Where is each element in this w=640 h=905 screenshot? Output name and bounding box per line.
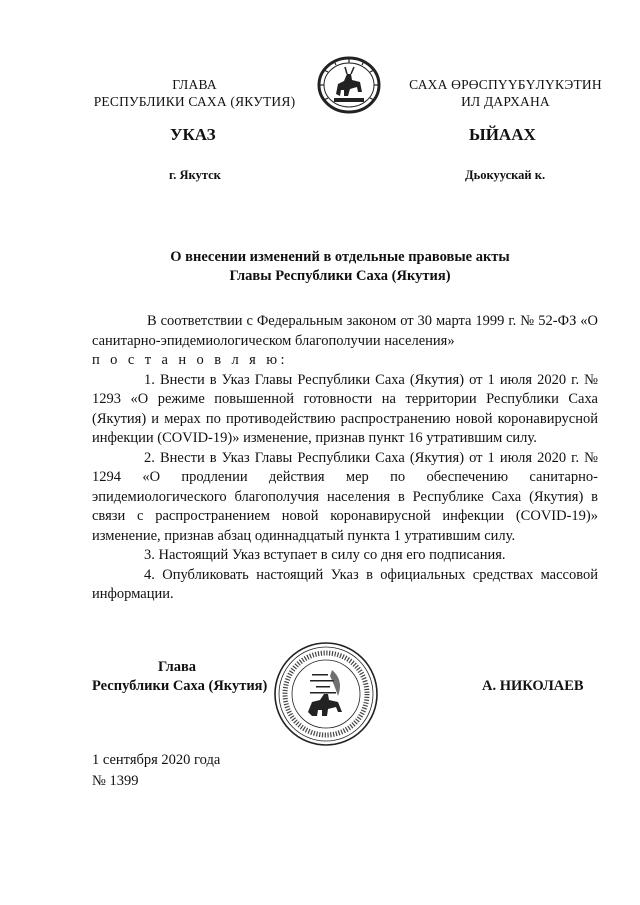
document-number: № 1399 xyxy=(92,773,139,789)
title-line1: О внесении изменений в отдельные правовые акты xyxy=(170,249,510,265)
signature-title-line2: Республики Саха (Якутия) xyxy=(92,678,268,694)
doc-type-ru: УКАЗ xyxy=(170,125,216,144)
title-line2: Главы Республики Саха (Якутия) xyxy=(229,268,451,284)
item-3: 3. Настоящий Указ вступает в силу со дня его подписания. xyxy=(144,547,506,563)
header-left xyxy=(82,76,307,110)
document-date: 1 сентября 2020 года xyxy=(92,752,221,768)
coat-of-arms-icon xyxy=(314,56,384,114)
official-seal-icon xyxy=(272,640,380,748)
document-title xyxy=(82,248,598,286)
header-right-line2: ИЛ ДАРХАНА xyxy=(461,94,550,109)
doc-type-sakha: ЫЙААХ xyxy=(469,125,536,144)
signature-title-line1: Глава xyxy=(158,659,197,675)
signatory-name: А. НИКОЛАЕВ xyxy=(482,678,584,694)
signature-title xyxy=(92,658,292,696)
header-right xyxy=(393,76,618,110)
item-1: 1. Внести в Указ Главы Республики Саха (Якутия) от 1 июля 2020 г. № 1293 «О режиме повышенной готовности на территории Республики Саха (Якутия) и мерах по противодействию распространению новой коронавирусной инфекции (COVID-19)» изменение, признав пункт 16 утратившим силу. xyxy=(92,371,598,446)
document-date-block xyxy=(92,750,220,792)
city-ru: г. Якутск xyxy=(169,168,221,182)
decree-word: п о с т а н о в л я ю: xyxy=(92,352,288,368)
header-left-line1: ГЛАВА xyxy=(172,77,217,92)
item-4: 4. Опубликовать настоящий Указ в официальных средствах массовой информации. xyxy=(92,566,598,602)
preamble: В соответствии с Федеральным законом от 30 марта 1999 г. № 52-ФЗ «О санитарно-эпидемиологическом благополучии населения» xyxy=(92,313,598,349)
document-body xyxy=(92,312,598,605)
item-2: 2. Внести в Указ Главы Республики Саха (Якутия) от 1 июля 2020 г. № 1294 «О продлении действия мер по обеспечению санитарно-эпидемиологического благополучия населения в Республике Саха (Якутия) в связи с распространением новой коронавирусной инфекции (COVID-19)» изменение, признав абзац одиннадцатый пункта 1 утратившим силу. xyxy=(92,449,598,544)
city-sakha: Дьокуускай к. xyxy=(465,168,546,182)
header-right-line1: САХА ӨРӨСПҮҮБҮЛҮКЭТИН xyxy=(409,77,602,92)
header-left-line2: РЕСПУБЛИКИ САХА (ЯКУТИЯ) xyxy=(93,94,296,109)
